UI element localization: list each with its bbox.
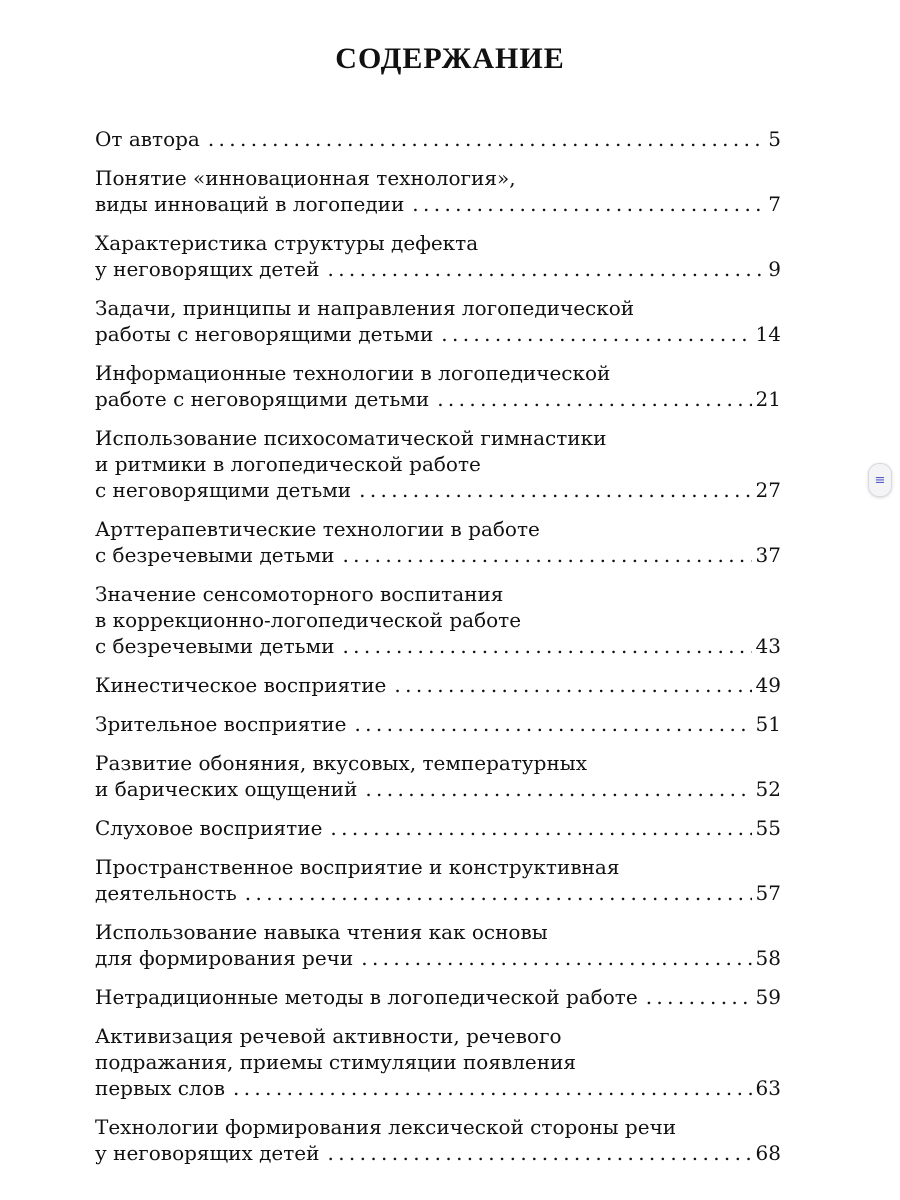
toc-entry-title-line: Информационные технологии в логопедической bbox=[95, 361, 611, 385]
toc-entry[interactable] bbox=[95, 672, 781, 698]
toc-entry-title-line: Арттерапевтические технологии в работе bbox=[95, 517, 540, 541]
page-title: СОДЕРЖАНИЕ bbox=[335, 42, 565, 75]
dot-leader bbox=[342, 542, 751, 568]
dot-leader bbox=[208, 126, 764, 152]
dot-leader bbox=[441, 321, 751, 347]
toc-page-number: 37 bbox=[755, 543, 781, 567]
toc-entry-title-line: Активизация речевой активности, речевого bbox=[95, 1024, 562, 1048]
toc-entry-title-line: для формирования речи bbox=[95, 946, 354, 970]
toc-entry-title-line: Технологии формирования лексической стороны речи bbox=[95, 1115, 677, 1139]
toc-page-number: 49 bbox=[755, 673, 781, 697]
dot-leader bbox=[437, 386, 751, 412]
toc-entry-title-line: работы с неговорящими детьми bbox=[95, 322, 434, 346]
toc-entry[interactable] bbox=[95, 581, 781, 659]
toc-page-number: 14 bbox=[755, 322, 781, 346]
toc-entry-title-line: в коррекционно-логопедической работе bbox=[95, 608, 522, 632]
toc-entry-title-line: и ритмики в логопедической работе bbox=[95, 452, 481, 476]
toc-entry[interactable] bbox=[95, 165, 781, 217]
dot-leader bbox=[342, 633, 751, 659]
toc-page-number: 51 bbox=[755, 712, 781, 736]
toc-entry-title-line: Значение сенсомоторного воспитания bbox=[95, 582, 504, 606]
toc-entry-title-line: работе с неговорящими детьми bbox=[95, 387, 430, 411]
toc-entry[interactable] bbox=[95, 1023, 781, 1101]
toc-page-number: 57 bbox=[755, 881, 781, 905]
toc-page-number: 5 bbox=[768, 127, 781, 151]
dot-leader bbox=[365, 776, 751, 802]
toc-entry-title-line: деятельность bbox=[95, 881, 237, 905]
toc-entry[interactable] bbox=[95, 750, 781, 802]
dot-leader bbox=[245, 880, 752, 906]
toc-entry[interactable] bbox=[95, 126, 781, 152]
menu-lines-icon: ≡ bbox=[874, 472, 886, 488]
toc-entry-title-line: у неговорящих детей bbox=[95, 257, 320, 281]
toc-entry-title-line: первых слов bbox=[95, 1076, 225, 1100]
toc-entry-title-line: Характеристика структуры дефекта bbox=[95, 231, 479, 255]
toc-entry[interactable] bbox=[95, 711, 781, 737]
toc-entry-title-line: с безречевыми детьми bbox=[95, 543, 335, 567]
toc-entry[interactable] bbox=[95, 425, 781, 503]
toc-entry-title-line: Понятие «инновационная технология», bbox=[95, 166, 516, 190]
dot-leader bbox=[646, 984, 752, 1010]
toc-entry-title-line: с безречевыми детьми bbox=[95, 634, 335, 658]
toc-page-number: 7 bbox=[768, 192, 781, 216]
toc-entry[interactable] bbox=[95, 854, 781, 906]
toc-page-number: 59 bbox=[755, 985, 781, 1009]
dot-leader bbox=[354, 711, 751, 737]
toc-page-number: 52 bbox=[755, 777, 781, 801]
toc-entry[interactable] bbox=[95, 984, 781, 1010]
scroll-handle[interactable] bbox=[868, 463, 892, 497]
toc-entry[interactable] bbox=[95, 919, 781, 971]
toc-entry-title-line: Пространственное восприятие и конструктивная bbox=[95, 855, 620, 879]
toc-entry-title-line: Использование психосоматической гимнастики bbox=[95, 426, 607, 450]
dot-leader bbox=[327, 256, 764, 282]
toc-page-number: 9 bbox=[768, 257, 781, 281]
toc-entry-title-line: Кинестическое восприятие bbox=[95, 673, 387, 697]
toc-page-number: 55 bbox=[755, 816, 781, 840]
table-of-contents bbox=[95, 126, 781, 1179]
toc-entry[interactable] bbox=[95, 295, 781, 347]
toc-page-number: 63 bbox=[755, 1076, 781, 1100]
toc-entry-title-line: Слуховое восприятие bbox=[95, 816, 323, 840]
toc-entry-title-line: Использование навыка чтения как основы bbox=[95, 920, 548, 944]
dot-leader bbox=[361, 945, 751, 971]
toc-entry[interactable] bbox=[95, 516, 781, 568]
toc-entry[interactable] bbox=[95, 230, 781, 282]
toc-entry-title-line: Зрительное восприятие bbox=[95, 712, 347, 736]
toc-page-number: 58 bbox=[755, 946, 781, 970]
toc-entry-title-line: подражания, приемы стимуляции появления bbox=[95, 1050, 577, 1074]
toc-entry[interactable] bbox=[95, 815, 781, 841]
toc-entry-title-line: у неговорящих детей bbox=[95, 1141, 320, 1165]
toc-page-number: 43 bbox=[755, 634, 781, 658]
toc-entry[interactable] bbox=[95, 360, 781, 412]
toc-entry-title-line: Задачи, принципы и направления логопедической bbox=[95, 296, 635, 320]
toc-entry-title-line: От автора bbox=[95, 127, 200, 151]
dot-leader bbox=[233, 1075, 752, 1101]
toc-page-number: 21 bbox=[755, 387, 781, 411]
toc-entry-title-line: Нетрадиционные методы в логопедической работе bbox=[95, 985, 638, 1009]
toc-entry[interactable] bbox=[95, 1114, 781, 1166]
toc-entry-title-line: и барических ощущений bbox=[95, 777, 358, 801]
toc-entry-title-line: виды инноваций в логопедии bbox=[95, 192, 405, 216]
dot-leader bbox=[412, 191, 764, 217]
toc-entry-title-line: с неговорящими детьми bbox=[95, 478, 352, 502]
dot-leader bbox=[330, 815, 751, 841]
dot-leader bbox=[359, 477, 751, 503]
toc-page-number: 27 bbox=[755, 478, 781, 502]
toc-entry-title-line: Развитие обоняния, вкусовых, температурных bbox=[95, 751, 587, 775]
dot-leader bbox=[394, 672, 751, 698]
dot-leader bbox=[327, 1140, 751, 1166]
toc-page-number: 68 bbox=[755, 1141, 781, 1165]
